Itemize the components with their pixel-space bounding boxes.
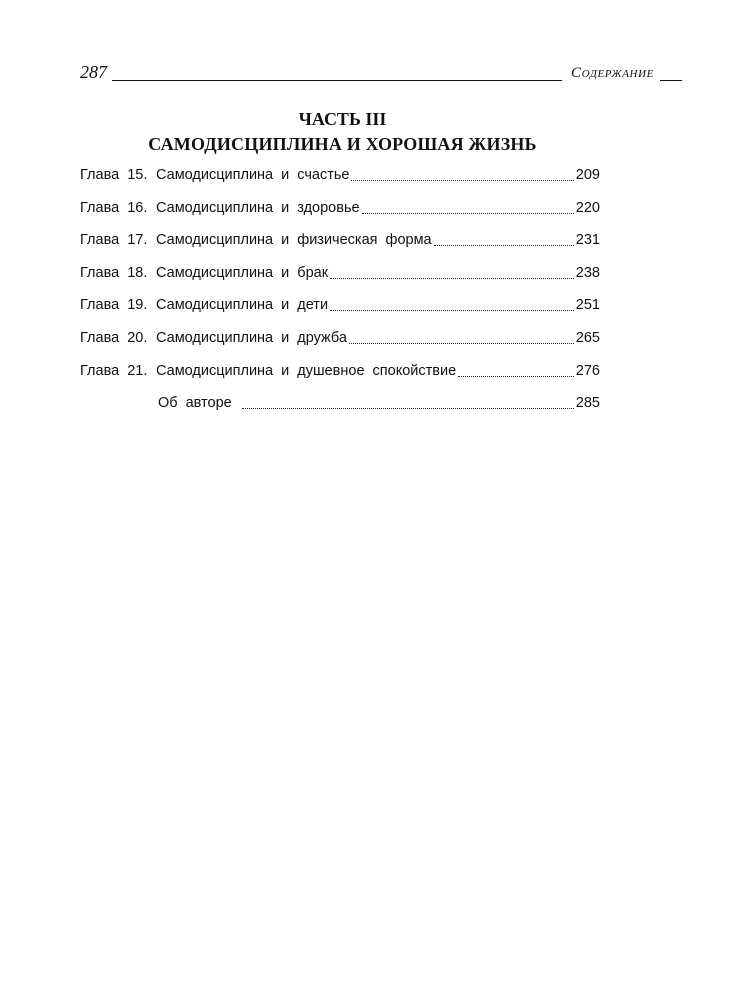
toc-entry[interactable]: [80, 165, 600, 198]
header-rule-right: [660, 80, 682, 81]
toc-entry[interactable]: [80, 328, 600, 361]
section-title: Содержание: [571, 65, 654, 81]
chapter-label: Глава 20.: [80, 329, 148, 346]
dot-leader: [242, 394, 574, 409]
chapter-title: Самодисциплина и дети: [156, 297, 329, 314]
dot-leader: [351, 166, 573, 181]
chapter-label: Глава 19.: [80, 297, 148, 314]
chapter-title: Об авторе: [158, 395, 232, 412]
page-ref: 285: [575, 395, 600, 412]
chapter-label: Глава 17.: [80, 232, 148, 249]
running-header: [80, 60, 654, 86]
toc-entry[interactable]: [80, 361, 600, 394]
chapter-title: Самодисциплина и душевное спокойствие: [156, 362, 457, 379]
chapter-title: Самодисциплина и физическая форма: [156, 232, 432, 249]
chapter-title: Самодисциплина и здоровье: [156, 199, 360, 216]
chapter-label: Глава 18.: [80, 264, 148, 281]
chapter-label: Глава 16.: [80, 199, 148, 216]
toc-entry-about-author[interactable]: [80, 393, 600, 426]
chapter-label: Глава 15.: [80, 167, 148, 183]
chapter-title: Самодисциплина и счастье: [156, 167, 350, 183]
dot-leader: [330, 296, 574, 311]
page-number: 287: [80, 62, 107, 82]
chapter-label: Глава 21.: [80, 362, 148, 379]
page-ref: 265: [575, 329, 600, 346]
chapter-title: Самодисциплина и дружба: [156, 329, 347, 346]
part-title: САМОДИСЦИПЛИНА И ХОРОШАЯ ЖИЗНЬ: [148, 134, 537, 154]
page-ref: 276: [575, 362, 600, 379]
dot-leader: [330, 264, 574, 279]
toc-entry[interactable]: [80, 198, 600, 231]
table-of-contents: [80, 165, 600, 426]
dot-leader: [349, 329, 574, 344]
page-ref: 231: [575, 232, 600, 249]
toc-entry[interactable]: [80, 230, 600, 263]
toc-entry[interactable]: [80, 295, 600, 328]
dot-leader: [434, 231, 574, 246]
page-ref: 209: [575, 167, 600, 183]
part-heading: [0, 107, 685, 157]
header-rule-left: [112, 80, 562, 81]
page-ref: 251: [575, 297, 600, 314]
toc-entry[interactable]: [80, 263, 600, 296]
page-ref: 220: [575, 199, 600, 216]
dot-leader: [458, 362, 574, 377]
dot-leader: [362, 199, 574, 214]
chapter-title: Самодисциплина и брак: [156, 264, 329, 281]
page-ref: 238: [575, 264, 600, 281]
part-label: ЧАСТЬ III: [298, 109, 387, 129]
